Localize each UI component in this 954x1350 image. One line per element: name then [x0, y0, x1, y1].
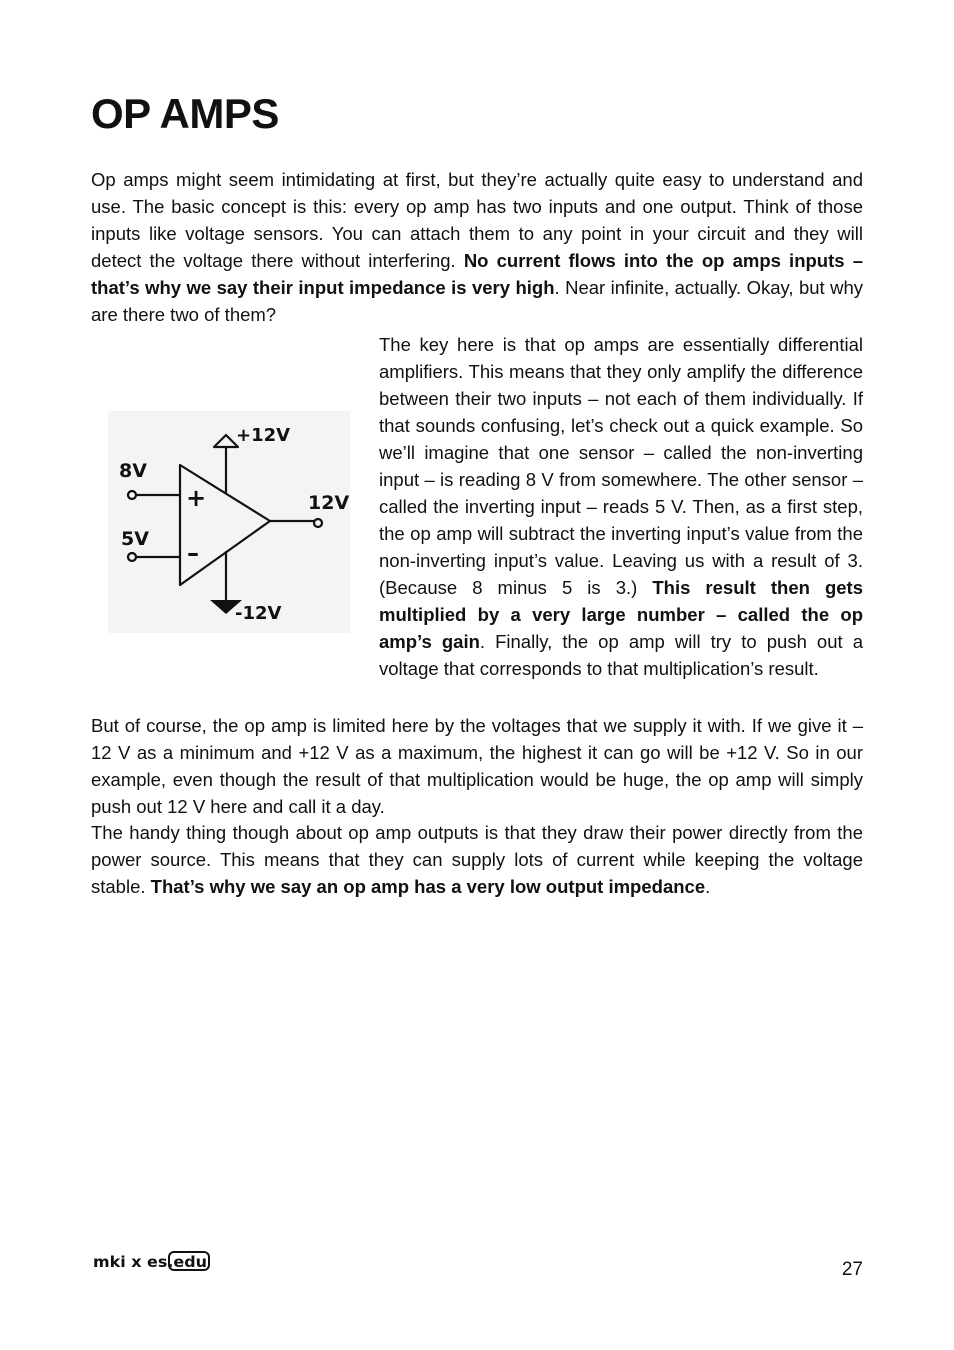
- text-segment: . Near infinite, actually. Okay, but why are there two of them?: [91, 277, 863, 325]
- text-segment: The handy thing though about op amp outputs is that they draw their power directly from the power source. This means that they can supply lots of current while keeping the voltage stable.: [91, 822, 863, 897]
- logo-mark: [93, 1249, 213, 1273]
- paragraph-output: [91, 819, 863, 900]
- paragraph-differential: [379, 331, 863, 682]
- inverting-input-label: 5V: [121, 528, 149, 550]
- text-segment: . Finally, the op amp will try to push out a voltage that corresponds to that multiplication’s result.: [379, 631, 864, 679]
- paragraph-intro: [91, 166, 863, 328]
- page-title: OP AMPS: [91, 90, 279, 137]
- output-terminal: [314, 519, 322, 527]
- negative-supply-label: -12V: [235, 603, 282, 624]
- footer-logo: [93, 1249, 213, 1273]
- text-segment: Op amps might seem intimidating at first, but they’re actually quite easy to understand and use. The basic concept is this: every op amp has two inputs and one output. Think of those inputs like voltage sensors. You can attach them to any point in your circuit and they will detect the voltage there without interfering.: [91, 169, 863, 271]
- plus-sign-label: +: [186, 484, 207, 512]
- op-amp-schematic: [108, 411, 350, 633]
- logo-text: mki x es.edu: [93, 1253, 207, 1271]
- op-amp-diagram: [108, 411, 350, 633]
- positive-supply-label: +12V: [236, 425, 291, 446]
- text-segment: The key here is that op amps are essentially differential amplifiers. This means that they only amplify the difference between their two inputs – not each of them individually. If that sounds confusing, let’s check out a quick example. So we’ll imagine that one sensor – called the non-inverting input – is reading 8 V from somewhere. The other sensor – called the inverting input – reads 5 V. Then, as a first step, the op amp will subtract the inverting input’s value from the non-inverting input’s value. Leaving us with a result of 3. (Because 8 minus 5 is 3.): [379, 334, 863, 598]
- bold-text-segment: This result then gets multiplied by a very large number – called the op amp’s gain: [379, 577, 863, 652]
- bold-text-segment: No current flows into the op amps inputs – that’s why we say their input impedance is very high: [91, 250, 863, 298]
- non-inverting-input-terminal: [128, 491, 136, 499]
- page-number: 27: [841, 1259, 863, 1280]
- paragraph-limits: [91, 712, 863, 820]
- positive-supply-symbol: [214, 435, 238, 447]
- inverting-input-terminal: [128, 553, 136, 561]
- non-inverting-input-label: 8V: [119, 460, 147, 482]
- bold-text-segment: That’s why we say an op amp has a very low output impedance: [150, 876, 706, 897]
- text-segment: .: [705, 876, 711, 897]
- output-label: 12V: [308, 492, 350, 514]
- text-segment: But of course, the op amp is limited here by the voltages that we supply it with. If we give it –12 V as a minimum and +12 V as a maximum, the highest it can go will be +12 V. So in our example, even though the result of that multiplication would be huge, the op amp will simply push out 12 V here and call it a day.: [91, 715, 863, 817]
- minus-sign-label: –: [187, 539, 199, 567]
